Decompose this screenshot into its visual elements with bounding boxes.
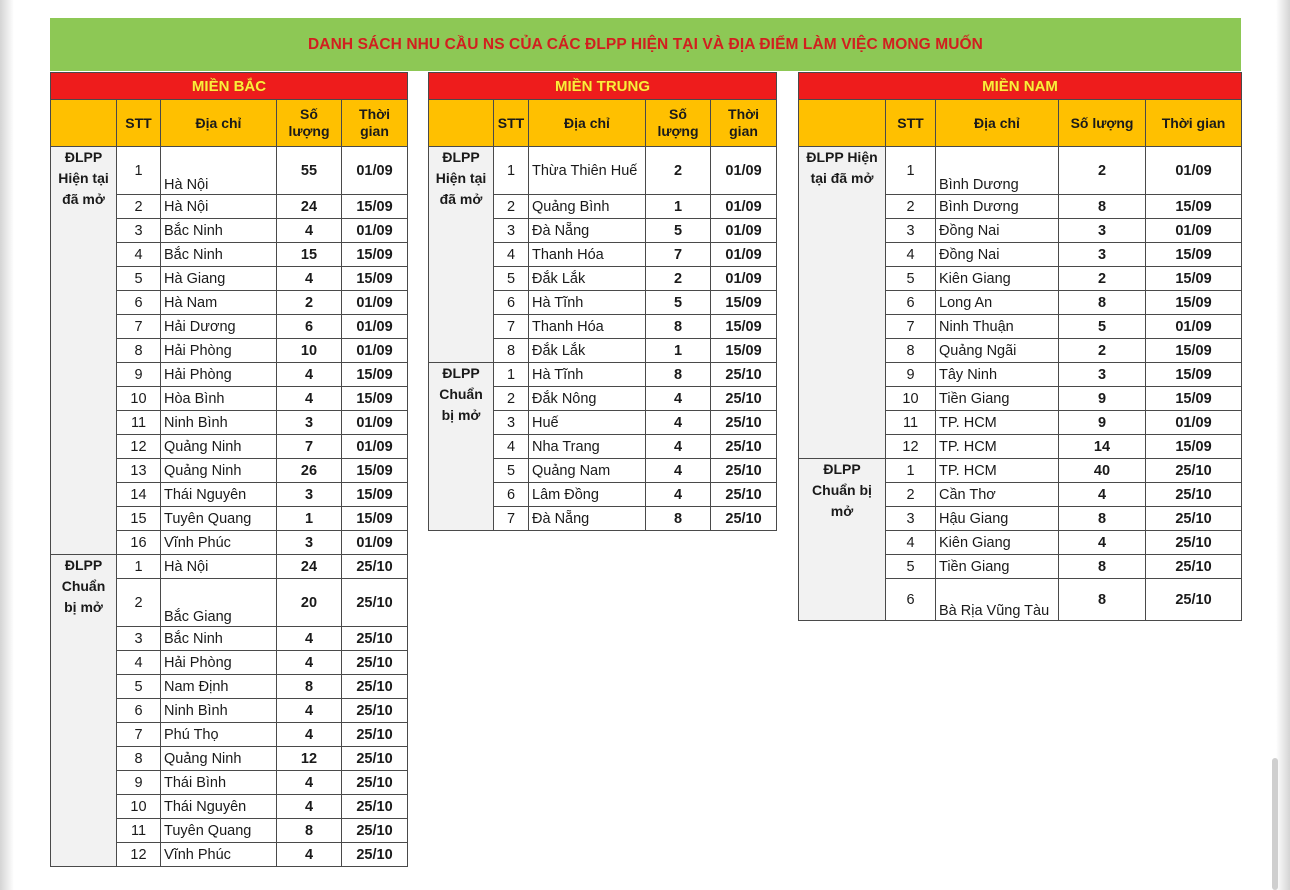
cell-address: Quảng Ninh	[161, 435, 277, 459]
group-label: ĐLPP Chuẩn bị mở	[429, 363, 494, 531]
cell-stt: 1	[886, 459, 936, 483]
cell-time: 25/10	[711, 507, 777, 531]
cell-quantity: 4	[277, 843, 342, 867]
cell-time: 25/10	[342, 843, 408, 867]
cell-quantity: 4	[646, 483, 711, 507]
cell-quantity: 4	[646, 411, 711, 435]
region-table-south	[798, 72, 1242, 621]
cell-address: Hà Tĩnh	[529, 291, 646, 315]
cell-stt: 14	[117, 483, 161, 507]
cell-time: 25/10	[1146, 555, 1242, 579]
cell-address: Hà Nam	[161, 291, 277, 315]
cell-address: Kiên Giang	[936, 267, 1059, 291]
cell-time: 15/09	[342, 483, 408, 507]
cell-address: Quảng Ninh	[161, 747, 277, 771]
cell-quantity: 1	[646, 195, 711, 219]
cell-stt: 7	[117, 723, 161, 747]
table-row	[51, 555, 408, 579]
cell-stt: 5	[494, 267, 529, 291]
cell-stt: 3	[117, 627, 161, 651]
cell-quantity: 24	[277, 195, 342, 219]
cell-quantity: 4	[277, 723, 342, 747]
cell-address: Thanh Hóa	[529, 243, 646, 267]
cell-time: 25/10	[711, 411, 777, 435]
cell-address: Thái Bình	[161, 771, 277, 795]
cell-stt: 5	[886, 555, 936, 579]
group-label: ĐLPP Hiện tại đã mở	[51, 147, 117, 555]
cell-time: 15/09	[342, 387, 408, 411]
region-title: MIỀN NAM	[799, 73, 1242, 100]
cell-stt: 8	[117, 747, 161, 771]
cell-stt: 4	[886, 531, 936, 555]
cell-stt: 10	[117, 795, 161, 819]
cell-stt: 3	[494, 411, 529, 435]
cell-address: TP. HCM	[936, 411, 1059, 435]
cell-quantity: 5	[1059, 315, 1146, 339]
cell-address: Đà Nẵng	[529, 219, 646, 243]
cell-address: Hà Giang	[161, 267, 277, 291]
cell-time: 25/10	[342, 627, 408, 651]
cell-stt: 3	[117, 219, 161, 243]
region-title: MIỀN TRUNG	[429, 73, 777, 100]
cell-quantity: 8	[646, 315, 711, 339]
cell-time: 25/10	[342, 819, 408, 843]
cell-time: 01/09	[342, 291, 408, 315]
cell-quantity: 3	[1059, 243, 1146, 267]
header-address: Địa chỉ	[161, 100, 277, 147]
cell-stt: 9	[117, 771, 161, 795]
cell-stt: 3	[494, 219, 529, 243]
cell-address: Bình Dương	[936, 195, 1059, 219]
cell-time: 25/10	[342, 579, 408, 627]
page-edge-left	[0, 0, 14, 890]
cell-address: Thái Nguyên	[161, 483, 277, 507]
cell-stt: 1	[117, 555, 161, 579]
cell-quantity: 4	[1059, 483, 1146, 507]
region-table-north	[50, 72, 408, 867]
cell-time: 15/09	[711, 291, 777, 315]
cell-stt: 5	[494, 459, 529, 483]
cell-address: Huế	[529, 411, 646, 435]
header-time: Thời gian	[711, 100, 777, 147]
cell-address: Đắk Lắk	[529, 339, 646, 363]
cell-address: Lâm Đồng	[529, 483, 646, 507]
header-time: Thời gian	[342, 100, 408, 147]
cell-stt: 6	[494, 291, 529, 315]
cell-address: Đắk Nông	[529, 387, 646, 411]
cell-address: Quảng Ngãi	[936, 339, 1059, 363]
cell-quantity: 2	[1059, 339, 1146, 363]
cell-address: Vĩnh Phúc	[161, 531, 277, 555]
table-row	[799, 459, 1242, 483]
cell-time: 01/09	[711, 243, 777, 267]
cell-time: 25/10	[342, 771, 408, 795]
cell-stt: 13	[117, 459, 161, 483]
cell-time: 25/10	[711, 387, 777, 411]
cell-stt: 2	[494, 195, 529, 219]
cell-stt: 5	[886, 267, 936, 291]
cell-quantity: 55	[277, 147, 342, 195]
cell-stt: 7	[117, 315, 161, 339]
cell-stt: 16	[117, 531, 161, 555]
cell-quantity: 3	[1059, 363, 1146, 387]
cell-quantity: 3	[277, 531, 342, 555]
cell-quantity: 3	[277, 483, 342, 507]
cell-quantity: 8	[277, 819, 342, 843]
cell-quantity: 4	[277, 363, 342, 387]
cell-stt: 9	[117, 363, 161, 387]
cell-stt: 5	[117, 267, 161, 291]
cell-time: 15/09	[342, 459, 408, 483]
cell-time: 15/09	[1146, 387, 1242, 411]
cell-quantity: 8	[1059, 579, 1146, 621]
cell-address: Hải Dương	[161, 315, 277, 339]
cell-stt: 10	[117, 387, 161, 411]
cell-time: 25/10	[711, 435, 777, 459]
cell-quantity: 24	[277, 555, 342, 579]
cell-stt: 12	[886, 435, 936, 459]
cell-time: 25/10	[342, 651, 408, 675]
cell-stt: 8	[117, 339, 161, 363]
cell-time: 15/09	[342, 363, 408, 387]
cell-address: Hà Nội	[161, 555, 277, 579]
cell-stt: 1	[494, 147, 529, 195]
cell-time: 15/09	[342, 267, 408, 291]
cell-quantity: 4	[277, 627, 342, 651]
cell-quantity: 4	[277, 795, 342, 819]
cell-quantity: 5	[646, 291, 711, 315]
group-label: ĐLPP Hiện tại đã mở	[799, 147, 886, 459]
cell-address: Đắk Lắk	[529, 267, 646, 291]
cell-quantity: 15	[277, 243, 342, 267]
cell-address: Hòa Bình	[161, 387, 277, 411]
cell-time: 01/09	[711, 267, 777, 291]
cell-stt: 1	[886, 147, 936, 195]
cell-stt: 1	[494, 363, 529, 387]
cell-quantity: 2	[646, 147, 711, 195]
cell-address: Thừa Thiên Huế	[529, 147, 646, 195]
cell-address: Nam Định	[161, 675, 277, 699]
cell-quantity: 4	[646, 387, 711, 411]
cell-stt: 4	[494, 435, 529, 459]
cell-address: Bình Dương	[936, 147, 1059, 195]
cell-time: 15/09	[1146, 291, 1242, 315]
header-blank	[799, 100, 886, 147]
cell-quantity: 8	[1059, 555, 1146, 579]
cell-stt: 10	[886, 387, 936, 411]
cell-quantity: 40	[1059, 459, 1146, 483]
cell-stt: 11	[117, 819, 161, 843]
cell-time: 25/10	[342, 675, 408, 699]
cell-address: Bắc Ninh	[161, 219, 277, 243]
cell-quantity: 4	[277, 699, 342, 723]
cell-quantity: 4	[277, 267, 342, 291]
cell-time: 15/09	[342, 507, 408, 531]
cell-time: 15/09	[1146, 243, 1242, 267]
cell-time: 15/09	[711, 339, 777, 363]
region-table-central	[428, 72, 777, 531]
cell-stt: 4	[494, 243, 529, 267]
page-edge-right	[1276, 0, 1290, 890]
cell-quantity: 1	[646, 339, 711, 363]
cell-stt: 3	[886, 507, 936, 531]
cell-address: Ninh Bình	[161, 699, 277, 723]
cell-time: 15/09	[342, 195, 408, 219]
cell-quantity: 8	[1059, 291, 1146, 315]
cell-stt: 11	[886, 411, 936, 435]
cell-time: 15/09	[1146, 267, 1242, 291]
cell-time: 15/09	[711, 315, 777, 339]
cell-address: Tiền Giang	[936, 387, 1059, 411]
cell-quantity: 2	[1059, 267, 1146, 291]
cell-quantity: 3	[277, 411, 342, 435]
cell-quantity: 4	[1059, 531, 1146, 555]
cell-address: TP. HCM	[936, 435, 1059, 459]
cell-address: Hải Phòng	[161, 363, 277, 387]
cell-quantity: 20	[277, 579, 342, 627]
cell-time: 25/10	[1146, 507, 1242, 531]
cell-time: 01/09	[711, 147, 777, 195]
cell-stt: 5	[117, 675, 161, 699]
cell-address: Ninh Bình	[161, 411, 277, 435]
cell-address: Cần Thơ	[936, 483, 1059, 507]
table-row	[429, 363, 777, 387]
cell-stt: 8	[886, 339, 936, 363]
cell-stt: 7	[494, 315, 529, 339]
cell-quantity: 12	[277, 747, 342, 771]
cell-stt: 4	[117, 243, 161, 267]
cell-time: 15/09	[1146, 339, 1242, 363]
cell-stt: 11	[117, 411, 161, 435]
header-blank	[51, 100, 117, 147]
cell-stt: 7	[886, 315, 936, 339]
cell-stt: 6	[886, 579, 936, 621]
cell-time: 15/09	[1146, 435, 1242, 459]
cell-quantity: 4	[277, 771, 342, 795]
cell-time: 25/10	[342, 795, 408, 819]
cell-quantity: 2	[1059, 147, 1146, 195]
cell-quantity: 7	[277, 435, 342, 459]
cell-quantity: 2	[646, 267, 711, 291]
header-stt: STT	[494, 100, 529, 147]
cell-address: Thanh Hóa	[529, 315, 646, 339]
cell-time: 25/10	[342, 747, 408, 771]
cell-time: 01/09	[342, 435, 408, 459]
cell-time: 01/09	[342, 219, 408, 243]
cell-time: 15/09	[1146, 363, 1242, 387]
cell-time: 25/10	[1146, 579, 1242, 621]
cell-quantity: 4	[646, 459, 711, 483]
cell-quantity: 8	[1059, 507, 1146, 531]
cell-time: 25/10	[711, 363, 777, 387]
header-stt: STT	[117, 100, 161, 147]
cell-quantity: 7	[646, 243, 711, 267]
cell-address: Quảng Ninh	[161, 459, 277, 483]
cell-address: Bà Rịa Vũng Tàu	[936, 579, 1059, 621]
cell-time: 25/10	[1146, 483, 1242, 507]
cell-quantity: 2	[277, 291, 342, 315]
cell-stt: 2	[886, 483, 936, 507]
cell-time: 25/10	[342, 699, 408, 723]
cell-address: TP. HCM	[936, 459, 1059, 483]
cell-stt: 9	[886, 363, 936, 387]
cell-quantity: 1	[277, 507, 342, 531]
cell-address: Tuyên Quang	[161, 819, 277, 843]
cell-time: 01/09	[342, 531, 408, 555]
cell-quantity: 4	[277, 387, 342, 411]
cell-address: Hà Tĩnh	[529, 363, 646, 387]
group-label: ĐLPP Chuẩn bị mở	[51, 555, 117, 867]
cell-time: 01/09	[1146, 315, 1242, 339]
cell-stt: 12	[117, 435, 161, 459]
header-quantity: Số lượng	[1059, 100, 1146, 147]
cell-stt: 8	[494, 339, 529, 363]
cell-quantity: 8	[277, 675, 342, 699]
cell-stt: 6	[117, 699, 161, 723]
cell-stt: 4	[117, 651, 161, 675]
header-address: Địa chỉ	[936, 100, 1059, 147]
cell-address: Đồng Nai	[936, 219, 1059, 243]
cell-address: Tiền Giang	[936, 555, 1059, 579]
cell-time: 01/09	[1146, 411, 1242, 435]
cell-address: Hậu Giang	[936, 507, 1059, 531]
cell-address: Phú Thọ	[161, 723, 277, 747]
group-label: ĐLPP Hiện tại đã mở	[429, 147, 494, 363]
header-quantity: Số lượng	[646, 100, 711, 147]
table-row	[799, 147, 1242, 195]
cell-time: 01/09	[711, 219, 777, 243]
cell-stt: 1	[117, 147, 161, 195]
cell-quantity: 9	[1059, 387, 1146, 411]
cell-address: Tuyên Quang	[161, 507, 277, 531]
cell-quantity: 26	[277, 459, 342, 483]
header-time: Thời gian	[1146, 100, 1242, 147]
cell-stt: 6	[494, 483, 529, 507]
cell-address: Ninh Thuận	[936, 315, 1059, 339]
cell-stt: 6	[117, 291, 161, 315]
cell-address: Bắc Giang	[161, 579, 277, 627]
cell-address: Hà Nội	[161, 147, 277, 195]
cell-address: Quảng Nam	[529, 459, 646, 483]
cell-time: 15/09	[342, 243, 408, 267]
cell-address: Thái Nguyên	[161, 795, 277, 819]
cell-time: 01/09	[1146, 147, 1242, 195]
cell-time: 01/09	[342, 315, 408, 339]
cell-stt: 2	[117, 195, 161, 219]
cell-stt: 2	[886, 195, 936, 219]
cell-stt: 15	[117, 507, 161, 531]
cell-address: Quảng Bình	[529, 195, 646, 219]
cell-quantity: 8	[646, 363, 711, 387]
header-stt: STT	[886, 100, 936, 147]
cell-quantity: 4	[277, 219, 342, 243]
document-title: DANH SÁCH NHU CẦU NS CỦA CÁC ĐLPP HIỆN TẠI VÀ ĐỊA ĐIỂM LÀM VIỆC MONG MUỐN	[50, 18, 1241, 71]
cell-stt: 3	[886, 219, 936, 243]
cell-address: Hải Phòng	[161, 339, 277, 363]
cell-time: 25/10	[342, 555, 408, 579]
cell-address: Bắc Ninh	[161, 243, 277, 267]
cell-quantity: 4	[277, 651, 342, 675]
cell-address: Tây Ninh	[936, 363, 1059, 387]
group-label: ĐLPP Chuẩn bị mở	[799, 459, 886, 621]
cell-address: Nha Trang	[529, 435, 646, 459]
cell-quantity: 14	[1059, 435, 1146, 459]
cell-quantity: 8	[1059, 195, 1146, 219]
cell-time: 25/10	[1146, 531, 1242, 555]
cell-time: 01/09	[711, 195, 777, 219]
cell-time: 15/09	[1146, 195, 1242, 219]
cell-quantity: 10	[277, 339, 342, 363]
cell-address: Bắc Ninh	[161, 627, 277, 651]
cell-address: Đồng Nai	[936, 243, 1059, 267]
cell-address: Kiên Giang	[936, 531, 1059, 555]
cell-time: 01/09	[1146, 219, 1242, 243]
cell-address: Vĩnh Phúc	[161, 843, 277, 867]
cell-time: 01/09	[342, 411, 408, 435]
cell-stt: 7	[494, 507, 529, 531]
cell-stt: 2	[117, 579, 161, 627]
cell-quantity: 3	[1059, 219, 1146, 243]
cell-time: 25/10	[711, 483, 777, 507]
table-row	[429, 147, 777, 195]
vertical-scrollbar[interactable]	[1272, 758, 1278, 890]
cell-address: Long An	[936, 291, 1059, 315]
header-blank	[429, 100, 494, 147]
cell-quantity: 5	[646, 219, 711, 243]
cell-quantity: 6	[277, 315, 342, 339]
cell-quantity: 4	[646, 435, 711, 459]
header-address: Địa chỉ	[529, 100, 646, 147]
cell-time: 01/09	[342, 339, 408, 363]
cell-address: Hải Phòng	[161, 651, 277, 675]
cell-time: 01/09	[342, 147, 408, 195]
cell-time: 25/10	[342, 723, 408, 747]
cell-stt: 12	[117, 843, 161, 867]
cell-address: Hà Nội	[161, 195, 277, 219]
cell-stt: 6	[886, 291, 936, 315]
cell-stt: 2	[494, 387, 529, 411]
header-quantity: Số lượng	[277, 100, 342, 147]
table-row	[51, 147, 408, 195]
cell-stt: 4	[886, 243, 936, 267]
cell-time: 25/10	[1146, 459, 1242, 483]
region-title: MIỀN BẮC	[51, 73, 408, 100]
cell-quantity: 9	[1059, 411, 1146, 435]
cell-address: Đà Nẵng	[529, 507, 646, 531]
cell-time: 25/10	[711, 459, 777, 483]
cell-quantity: 8	[646, 507, 711, 531]
